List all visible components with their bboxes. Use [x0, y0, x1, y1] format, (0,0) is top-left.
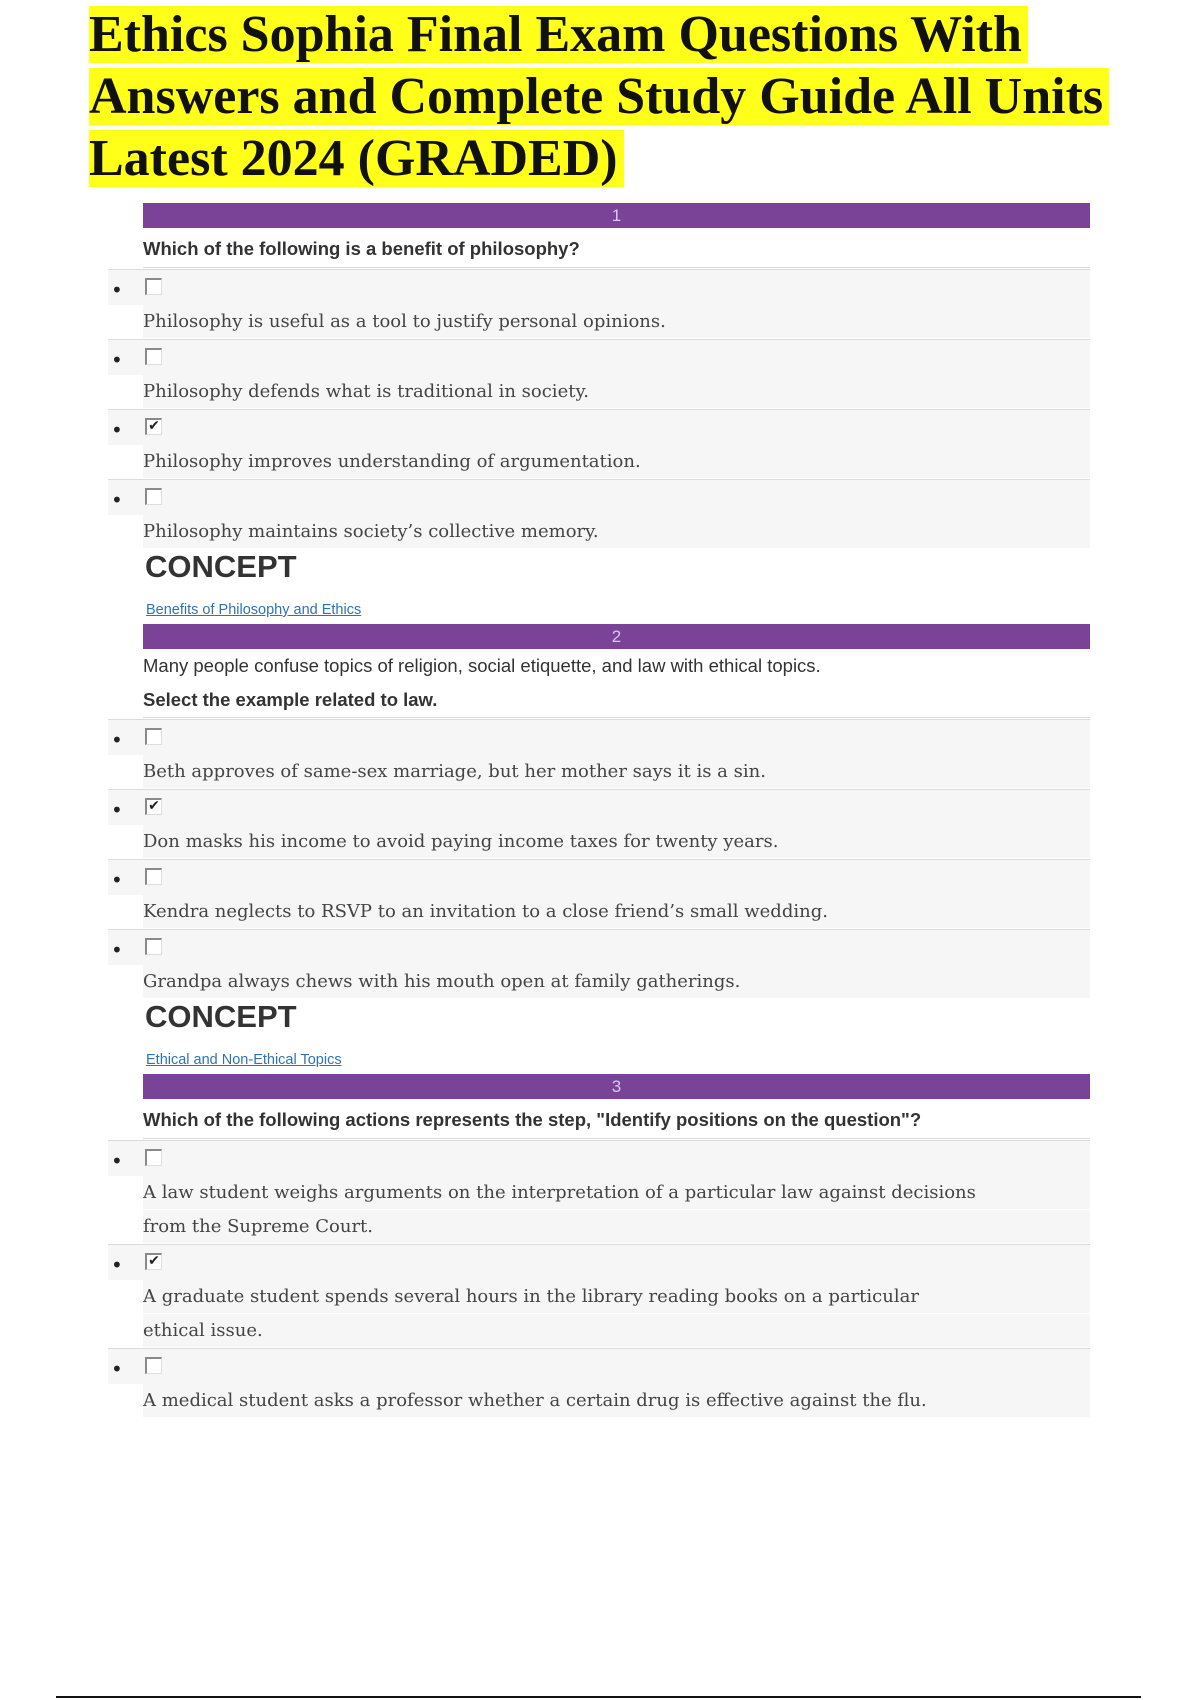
checkbox-unchecked[interactable]	[145, 278, 162, 295]
checkbox-checked[interactable]	[145, 1253, 162, 1270]
question-block	[0, 1074, 1200, 1417]
quiz-content	[0, 203, 1200, 1418]
answer-text	[143, 965, 1090, 998]
answer-text-line: Grandpa always chews with his mouth open at family gatherings.	[143, 965, 1090, 998]
answer-text	[143, 755, 1090, 788]
answer-option[interactable]	[0, 859, 1200, 928]
answer-text-line: Philosophy defends what is traditional in society.	[143, 375, 1090, 408]
answer-checkbox-row	[108, 1140, 1090, 1176]
answer-option[interactable]	[0, 339, 1200, 408]
answer-text	[143, 825, 1090, 858]
answer-option[interactable]	[0, 1244, 1200, 1347]
answer-text-line: A graduate student spends several hours in the library reading books on a particular	[143, 1280, 1090, 1313]
answer-text	[143, 515, 1090, 548]
answer-text-line: Philosophy is useful as a tool to justify personal opinions.	[143, 305, 1090, 338]
answer-checkbox-row	[108, 1244, 1090, 1280]
answer-checkbox-row	[108, 789, 1090, 825]
answer-text-line: Beth approves of same-sex marriage, but her mother says it is a sin.	[143, 755, 1090, 788]
answer-text	[143, 895, 1090, 928]
question-prompt-line: Many people confuse topics of religion, social etiquette, and law with ethical topics.	[143, 655, 821, 676]
concept-heading: CONCEPT	[145, 549, 297, 584]
answer-text-line: Kendra neglects to RSVP to an invitation to a close friend’s small wedding.	[143, 895, 1090, 928]
checkbox-unchecked[interactable]	[145, 1149, 162, 1166]
bullet-icon: •	[111, 798, 123, 822]
answer-text-line: Don masks his income to avoid paying income taxes for twenty years.	[143, 825, 1090, 858]
bullet-icon: •	[111, 1253, 123, 1277]
checkmark-icon: ✔	[148, 798, 160, 814]
bullet-icon: •	[111, 868, 123, 892]
answer-option[interactable]	[0, 1348, 1200, 1417]
checkmark-icon: ✔	[148, 1253, 160, 1269]
answer-checkbox-row	[108, 929, 1090, 965]
answer-text-line: A medical student asks a professor whether a certain drug is effective against the flu.	[143, 1384, 1090, 1417]
question-number-bar: 2	[143, 624, 1090, 649]
checkbox-unchecked[interactable]	[145, 1357, 162, 1374]
checkbox-unchecked[interactable]	[145, 488, 162, 505]
question-prompt-line: Which of the following is a benefit of philosophy?	[143, 238, 580, 259]
answer-option[interactable]	[0, 719, 1200, 788]
answer-checkbox-row	[108, 859, 1090, 895]
answer-text	[143, 305, 1090, 338]
question-prompt-line: Which of the following actions represents the step, "Identify positions on the question"?	[143, 1109, 922, 1130]
answer-text	[143, 445, 1090, 478]
question-prompt	[143, 649, 1090, 718]
footer-divider	[56, 1696, 1141, 1698]
answer-text-line: Philosophy improves understanding of argumentation.	[143, 445, 1090, 478]
bullet-icon: •	[111, 488, 123, 512]
answer-option[interactable]	[0, 929, 1200, 998]
question-prompt	[143, 228, 1090, 268]
bullet-icon: •	[111, 418, 123, 442]
answer-text	[143, 1176, 1090, 1243]
checkbox-checked[interactable]	[145, 418, 162, 435]
concept-heading: CONCEPT	[145, 999, 297, 1034]
answer-text-line: ethical issue.	[143, 1314, 1090, 1347]
answer-text	[143, 375, 1090, 408]
checkbox-checked[interactable]	[145, 798, 162, 815]
answer-option[interactable]	[0, 1140, 1200, 1243]
checkbox-unchecked[interactable]	[145, 938, 162, 955]
checkmark-icon: ✔	[148, 418, 160, 434]
answer-text-line: A law student weighs arguments on the interpretation of a particular law against decisions	[143, 1176, 1090, 1209]
answer-checkbox-row	[108, 479, 1090, 515]
answer-checkbox-row	[108, 339, 1090, 375]
concept-link[interactable]: Benefits of Philosophy and Ethics	[146, 602, 362, 618]
answer-checkbox-row	[108, 1348, 1090, 1384]
checkbox-unchecked[interactable]	[145, 348, 162, 365]
answer-option[interactable]	[0, 789, 1200, 858]
checkbox-unchecked[interactable]	[145, 728, 162, 745]
answer-text	[143, 1384, 1090, 1417]
question-block	[0, 203, 1200, 624]
bullet-icon: •	[111, 938, 123, 962]
answer-text-line: Philosophy maintains society’s collective memory.	[143, 515, 1090, 548]
question-prompt	[143, 1099, 1090, 1139]
checkbox-unchecked[interactable]	[145, 868, 162, 885]
answer-option[interactable]	[0, 269, 1200, 338]
answer-option[interactable]	[0, 409, 1200, 478]
question-prompt-line: Select the example related to law.	[143, 689, 438, 710]
answer-text-line: from the Supreme Court.	[143, 1210, 1090, 1243]
bullet-icon: •	[111, 1149, 123, 1173]
bullet-icon: •	[111, 278, 123, 302]
answer-checkbox-row	[108, 719, 1090, 755]
question-number-bar: 1	[143, 203, 1090, 228]
bullet-icon: •	[111, 1357, 123, 1381]
answer-checkbox-row	[108, 409, 1090, 445]
answer-option[interactable]	[0, 479, 1200, 548]
concept-link[interactable]: Ethical and Non-Ethical Topics	[146, 1052, 342, 1068]
bullet-icon: •	[111, 348, 123, 372]
question-number-bar: 3	[143, 1074, 1090, 1099]
title-text: Ethics Sophia Final Exam Questions With Answers and Complete Study Guide All Units Latest 2024 (GRADED)	[89, 6, 1109, 187]
document-title	[89, 4, 1149, 190]
answer-checkbox-row	[108, 269, 1090, 305]
bullet-icon: •	[111, 728, 123, 752]
question-block	[0, 624, 1200, 1074]
answer-text	[143, 1280, 1090, 1347]
